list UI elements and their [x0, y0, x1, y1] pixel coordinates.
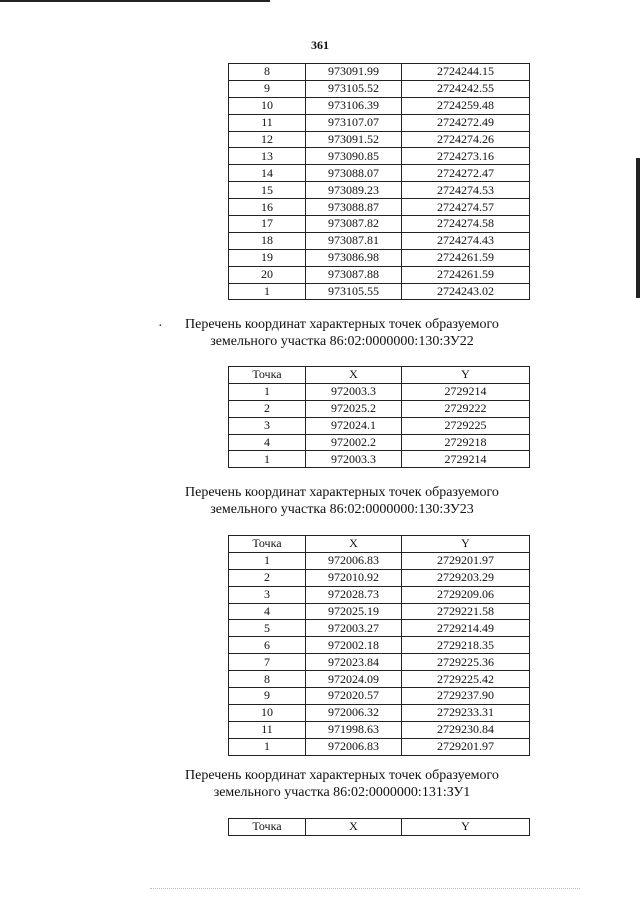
- y-cell: 2729221.58: [402, 603, 530, 620]
- heading-line: Перечень координат характерных точек образуемого: [185, 768, 499, 783]
- header-x: X: [306, 536, 402, 553]
- x-cell: 972003.27: [306, 620, 402, 637]
- table-row: [229, 671, 530, 688]
- x-cell: 973105.52: [306, 80, 402, 97]
- header-y: Y: [402, 819, 530, 836]
- table-row: [229, 654, 530, 671]
- table-row: [229, 552, 530, 569]
- x-cell: 972002.2: [306, 434, 402, 451]
- x-cell: 972025.19: [306, 603, 402, 620]
- y-cell: 2724243.02: [402, 283, 530, 300]
- point-cell: 1: [229, 552, 306, 569]
- x-cell: 971998.63: [306, 721, 402, 738]
- header-y: Y: [402, 536, 530, 553]
- section-heading-zu22: [0, 316, 640, 350]
- heading-line: Перечень координат характерных точек образуемого: [185, 317, 499, 332]
- table-row: [229, 637, 530, 654]
- coordinates-table-continued: [228, 63, 530, 300]
- table-row: [229, 64, 530, 81]
- x-cell: 973088.87: [306, 199, 402, 216]
- point-cell: 11: [229, 721, 306, 738]
- point-cell: 13: [229, 148, 306, 165]
- point-cell: 3: [229, 417, 306, 434]
- point-cell: 3: [229, 586, 306, 603]
- bullet-mark: ·: [158, 319, 163, 334]
- table-row: [229, 721, 530, 738]
- point-cell: 5: [229, 620, 306, 637]
- x-cell: 972020.57: [306, 688, 402, 705]
- coordinates-table-zu23: [228, 535, 530, 756]
- table-row: [229, 266, 530, 283]
- point-cell: 2: [229, 400, 306, 417]
- y-cell: 2724242.55: [402, 80, 530, 97]
- table-row: [229, 383, 530, 400]
- x-cell: 972025.2: [306, 400, 402, 417]
- table-row: [229, 704, 530, 721]
- table-row: [229, 199, 530, 216]
- x-cell: 973105.55: [306, 283, 402, 300]
- scan-edge-right: [636, 158, 640, 298]
- table-row: [229, 148, 530, 165]
- x-cell: 972010.92: [306, 569, 402, 586]
- x-cell: 972002.18: [306, 637, 402, 654]
- x-cell: 973090.85: [306, 148, 402, 165]
- point-cell: 17: [229, 216, 306, 233]
- y-cell: 2729201.97: [402, 738, 530, 755]
- header-x: X: [306, 819, 402, 836]
- y-cell: 2724274.57: [402, 199, 530, 216]
- table-row: [229, 586, 530, 603]
- table-row: [229, 165, 530, 182]
- y-cell: 2724274.26: [402, 131, 530, 148]
- x-cell: 972006.83: [306, 738, 402, 755]
- point-cell: 10: [229, 97, 306, 114]
- y-cell: 2729201.97: [402, 552, 530, 569]
- point-cell: 1: [229, 738, 306, 755]
- x-cell: 972006.83: [306, 552, 402, 569]
- x-cell: 973091.52: [306, 131, 402, 148]
- y-cell: 2729222: [402, 400, 530, 417]
- coordinates-table-zu22: [228, 366, 530, 468]
- table-row: [229, 283, 530, 300]
- point-cell: 2: [229, 569, 306, 586]
- y-cell: 2729233.31: [402, 704, 530, 721]
- table-row: [229, 97, 530, 114]
- header-point: Точка: [229, 819, 306, 836]
- point-cell: 18: [229, 232, 306, 249]
- point-cell: 11: [229, 114, 306, 131]
- x-cell: 973087.88: [306, 266, 402, 283]
- heading-line: земельного участка 86:02:0000000:130:ЗУ22: [210, 334, 474, 349]
- table-row: [229, 451, 530, 468]
- x-cell: 972006.32: [306, 704, 402, 721]
- y-cell: 2729203.29: [402, 569, 530, 586]
- point-cell: 8: [229, 671, 306, 688]
- x-cell: 973087.82: [306, 216, 402, 233]
- table-body: [229, 552, 530, 755]
- x-cell: 973107.07: [306, 114, 402, 131]
- point-cell: 20: [229, 266, 306, 283]
- table-body: [229, 64, 530, 300]
- x-cell: 972024.1: [306, 417, 402, 434]
- table-row: [229, 249, 530, 266]
- table-row: [229, 434, 530, 451]
- y-cell: 2729230.84: [402, 721, 530, 738]
- section-heading-131-zu1: [0, 767, 640, 801]
- point-cell: 1: [229, 451, 306, 468]
- point-cell: 16: [229, 199, 306, 216]
- table-row: [229, 232, 530, 249]
- point-cell: 1: [229, 283, 306, 300]
- y-cell: 2729218: [402, 434, 530, 451]
- heading-line: Перечень координат характерных точек образуемого: [185, 485, 499, 500]
- table-row: [229, 603, 530, 620]
- section-heading-zu23: [0, 484, 640, 518]
- table-header-row: [229, 819, 530, 836]
- point-cell: 6: [229, 637, 306, 654]
- point-cell: 4: [229, 603, 306, 620]
- point-cell: 4: [229, 434, 306, 451]
- y-cell: 2724273.16: [402, 148, 530, 165]
- point-cell: 9: [229, 80, 306, 97]
- point-cell: 15: [229, 182, 306, 199]
- y-cell: 2729214.49: [402, 620, 530, 637]
- point-cell: 9: [229, 688, 306, 705]
- table-row: [229, 216, 530, 233]
- y-cell: 2729209.06: [402, 586, 530, 603]
- table-row: [229, 400, 530, 417]
- table-row: [229, 688, 530, 705]
- scan-edge-top: [0, 0, 270, 2]
- y-cell: 2724259.48: [402, 97, 530, 114]
- table-header-row: [229, 536, 530, 553]
- point-cell: 14: [229, 165, 306, 182]
- point-cell: 8: [229, 64, 306, 81]
- x-cell: 972023.84: [306, 654, 402, 671]
- scan-noise-bottom: [150, 888, 580, 890]
- y-cell: 2729225.36: [402, 654, 530, 671]
- x-cell: 973086.98: [306, 249, 402, 266]
- y-cell: 2724244.15: [402, 64, 530, 81]
- table-row: [229, 738, 530, 755]
- table-row: [229, 417, 530, 434]
- table-row: [229, 114, 530, 131]
- y-cell: 2729225: [402, 417, 530, 434]
- header-point: Точка: [229, 367, 306, 384]
- table-header-row: [229, 367, 530, 384]
- heading-line: земельного участка 86:02:0000000:131:ЗУ1: [213, 785, 471, 800]
- x-cell: 973091.99: [306, 64, 402, 81]
- x-cell: 972003.3: [306, 451, 402, 468]
- x-cell: 973106.39: [306, 97, 402, 114]
- table-row: [229, 620, 530, 637]
- table-row: [229, 569, 530, 586]
- y-cell: 2724272.49: [402, 114, 530, 131]
- x-cell: 973089.23: [306, 182, 402, 199]
- x-cell: 973088.07: [306, 165, 402, 182]
- y-cell: 2724274.58: [402, 216, 530, 233]
- header-y: Y: [402, 367, 530, 384]
- point-cell: 10: [229, 704, 306, 721]
- x-cell: 973087.81: [306, 232, 402, 249]
- page-number: 361: [311, 38, 329, 52]
- table-body: [229, 383, 530, 467]
- y-cell: 2724274.43: [402, 232, 530, 249]
- y-cell: 2729218.35: [402, 637, 530, 654]
- point-cell: 19: [229, 249, 306, 266]
- x-cell: 972028.73: [306, 586, 402, 603]
- table-row: [229, 80, 530, 97]
- table-row: [229, 182, 530, 199]
- coordinates-table-131-zu1: [228, 818, 530, 836]
- y-cell: 2729214: [402, 451, 530, 468]
- y-cell: 2729214: [402, 383, 530, 400]
- y-cell: 2729237.90: [402, 688, 530, 705]
- y-cell: 2724274.53: [402, 182, 530, 199]
- y-cell: 2724261.59: [402, 266, 530, 283]
- y-cell: 2729225.42: [402, 671, 530, 688]
- point-cell: 1: [229, 383, 306, 400]
- point-cell: 12: [229, 131, 306, 148]
- x-cell: 972003.3: [306, 383, 402, 400]
- table-row: [229, 131, 530, 148]
- header-point: Точка: [229, 536, 306, 553]
- point-cell: 7: [229, 654, 306, 671]
- y-cell: 2724261.59: [402, 249, 530, 266]
- header-x: X: [306, 367, 402, 384]
- y-cell: 2724272.47: [402, 165, 530, 182]
- x-cell: 972024.09: [306, 671, 402, 688]
- heading-line: земельного участка 86:02:0000000:130:ЗУ23: [210, 502, 474, 517]
